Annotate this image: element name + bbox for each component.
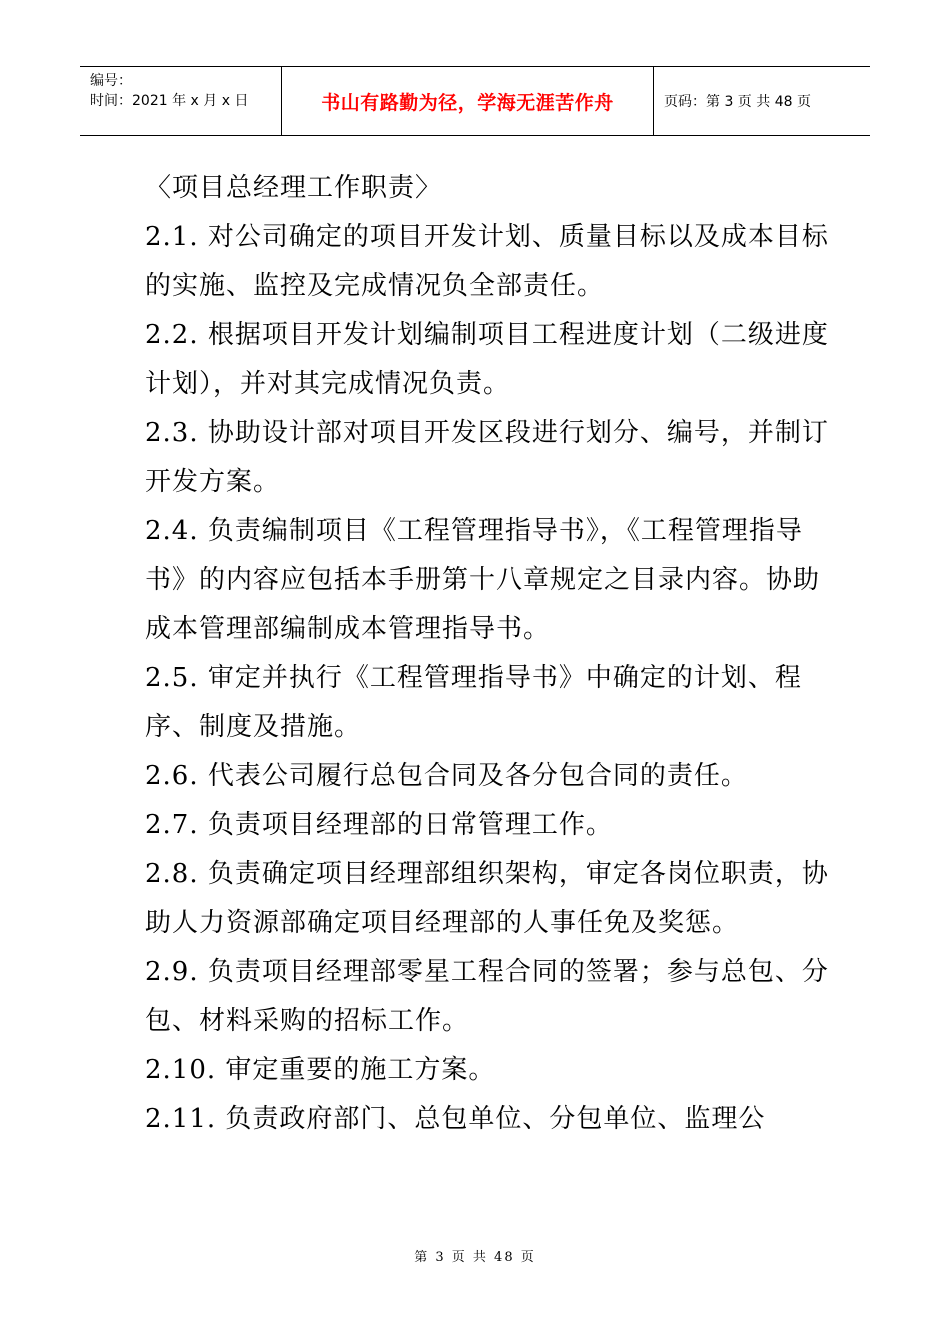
section-title: 〈项目总经理工作职责〉 [145,173,443,203]
document-body [145,164,835,1144]
duty-item: 2.2. 根据项目开发计划编制项目工程进度计划（二级进度计划），并对其完成情况负责。 [145,320,829,399]
duty-item: 2.7. 负责项目经理部的日常管理工作。 [145,810,613,840]
duty-item: 2.1. 对公司确定的项目开发计划、质量目标以及成本目标的实施、监控及完成情况负全部责任。 [145,222,829,301]
duty-item: 2.10. 审定重要的施工方案。 [145,1055,496,1085]
document-number-label: 编号： [90,73,132,89]
document-header [80,66,870,136]
document-date-label: 时间：2021 年 x 月 x 日 [90,93,249,109]
duty-item: 2.8. 负责确定项目经理部组织架构，审定各岗位职责，协助人力资源部确定项目经理部的人事任免及奖惩。 [145,859,829,938]
duty-item: 2.9. 负责项目经理部零星工程合同的签署；参与总包、分包、材料采购的招标工作。 [145,957,829,1036]
page-footer: 第 3 页 共 48 页 [414,1250,536,1265]
duty-item: 2.4. 负责编制项目《工程管理指导书》，《工程管理指导书》的内容应包括本手册第十八章规定之目录内容。协助成本管理部编制成本管理指导书。 [145,516,821,644]
duty-item: 2.5. 审定并执行《工程管理指导书》中确定的计划、程序、制度及措施。 [145,663,802,742]
header-meta-cell [80,67,282,135]
duty-item: 2.3. 协助设计部对项目开发区段进行划分、编号，并制订开发方案。 [145,418,829,497]
header-motto: 书山有路勤为径，学海无涯苦作舟 [282,67,654,135]
header-page-info: 页码：第 3 页 共 48 页 [664,94,811,110]
duty-item: 2.11. 负责政府部门、总包单位、分包单位、监理公 [145,1104,766,1134]
duty-item: 2.6. 代表公司履行总包合同及各分包合同的责任。 [145,761,748,791]
